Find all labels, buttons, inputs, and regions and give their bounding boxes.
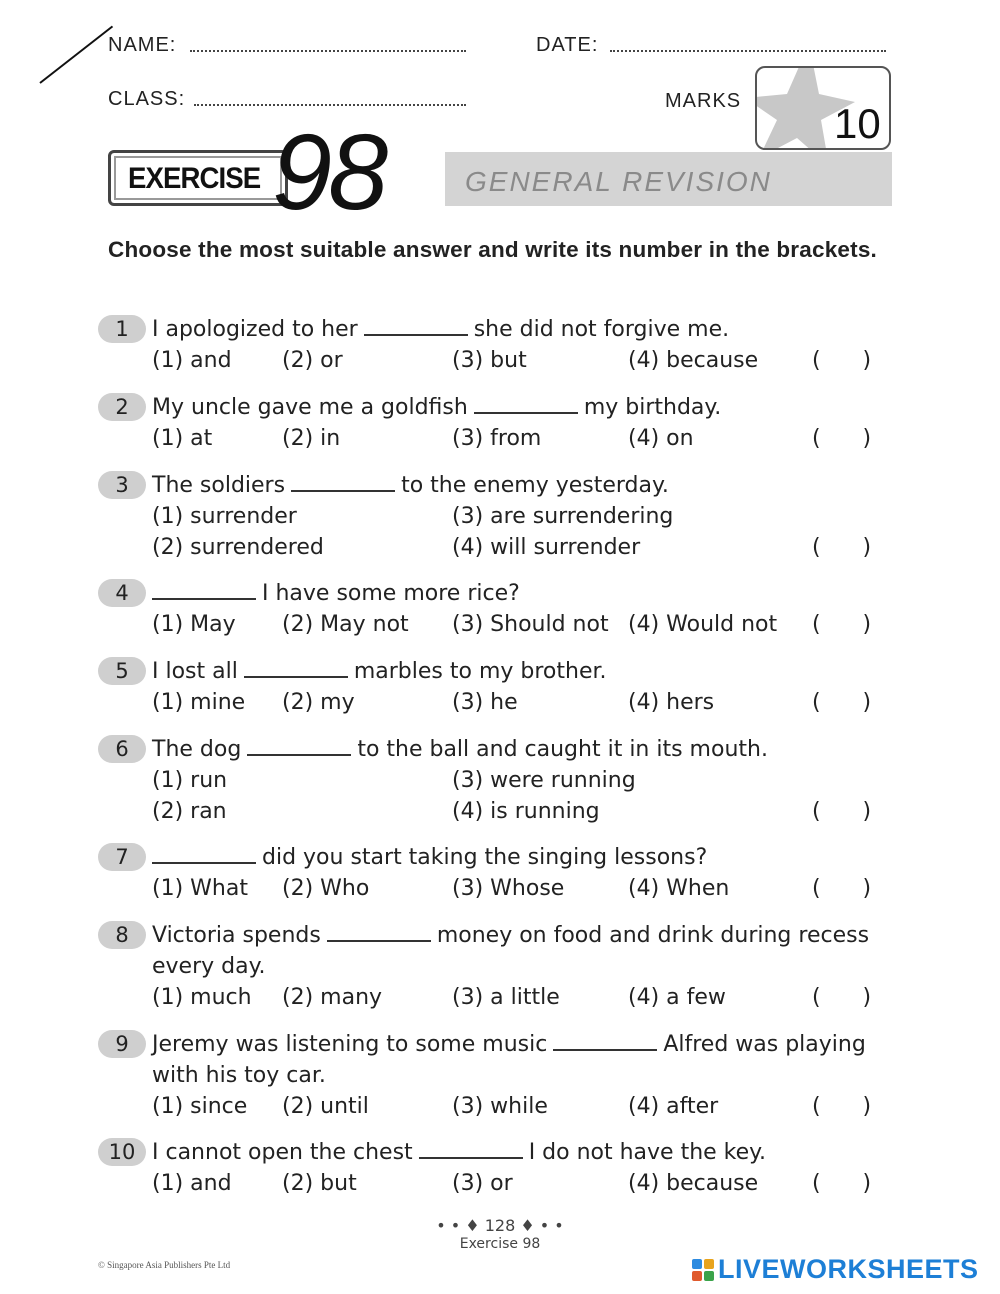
answer-blank (152, 862, 256, 864)
option-3: (3) while (452, 1094, 548, 1119)
section-title: GENERAL REVISION (465, 166, 772, 197)
exercise-number: 98 (272, 111, 385, 232)
marks-slash (39, 26, 113, 84)
question-number: 10 (98, 1138, 146, 1166)
question-text: The soldiers to the enemy yesterday. (152, 473, 669, 498)
class-label: CLASS: (108, 88, 186, 110)
marks-total: 10 (834, 100, 881, 147)
brand-name: LIVEWORKSHEETS (718, 1254, 979, 1284)
answer-bracket[interactable]: ( ) (812, 535, 872, 560)
option-3: (3) Should not (452, 612, 609, 637)
question-number: 5 (98, 657, 146, 685)
answer-blank (553, 1049, 657, 1051)
option-3: (3) from (452, 426, 542, 451)
answer-bracket[interactable]: ( ) (812, 876, 872, 901)
answer-bracket[interactable]: ( ) (812, 426, 872, 451)
option-1: (1) since (152, 1094, 248, 1119)
answer-bracket[interactable]: ( ) (812, 799, 872, 824)
option-2: (2) Who (282, 876, 370, 901)
option-4: (4) a few (628, 985, 726, 1010)
answer-bracket[interactable]: ( ) (812, 348, 872, 373)
option-2: (2) many (282, 985, 383, 1010)
question-text: did you start taking the singing lessons? (152, 842, 892, 873)
option-3: (3) but (452, 348, 527, 373)
option-3: (3) are surrendering (452, 504, 674, 529)
option-3: (3) he (452, 690, 518, 715)
answer-bracket[interactable]: ( ) (812, 1171, 872, 1196)
option-4: (4) hers (628, 690, 715, 715)
answer-blank (291, 490, 395, 492)
option-4: (4) will surrender (452, 535, 641, 560)
answer-blank (152, 598, 256, 600)
option-1: (1) and (152, 348, 232, 373)
option-1: (1) run (152, 768, 228, 793)
brand-logo[interactable] (692, 1254, 979, 1285)
question-text: The dog to the ball and caught it in its mouth. (152, 737, 768, 762)
answer-blank (327, 940, 431, 942)
option-2: (2) my (282, 690, 355, 715)
option-3: (3) Whose (452, 876, 565, 901)
date-field[interactable] (610, 50, 886, 52)
option-1: (1) much (152, 985, 252, 1010)
question-number: 4 (98, 579, 146, 607)
question-number: 1 (98, 315, 146, 343)
option-4: (4) because (628, 1171, 759, 1196)
answer-bracket[interactable]: ( ) (812, 612, 872, 637)
footer-exercise: Exercise 98 (459, 1236, 541, 1252)
question-text: I lost all marbles to my brother. (152, 659, 607, 684)
option-1: (1) mine (152, 690, 246, 715)
answer-blank (474, 412, 578, 414)
answer-blank (419, 1157, 523, 1159)
question-number: 2 (98, 393, 146, 421)
question-number: 8 (98, 921, 146, 949)
option-4: (4) Would not (628, 612, 778, 637)
option-3: (3) or (452, 1171, 513, 1196)
option-2: (2) surrendered (152, 535, 324, 560)
question-text: Jeremy was listening to some music Alfred was playing with his toy car. (152, 1032, 866, 1088)
option-1: (1) What (152, 876, 248, 901)
marks-label: MARKS (665, 90, 742, 112)
option-3: (3) a little (452, 985, 560, 1010)
date-label: DATE: (536, 34, 599, 56)
option-2: (2) or (282, 348, 343, 373)
option-1: (1) May (152, 612, 236, 637)
option-1: (1) surrender (152, 504, 297, 529)
answer-bracket[interactable]: ( ) (812, 690, 872, 715)
option-4: (4) after (628, 1094, 719, 1119)
option-2: (2) until (282, 1094, 369, 1119)
question-text: I have some more rice? (152, 578, 892, 609)
option-4: (4) When (628, 876, 730, 901)
option-4: (4) because (628, 348, 759, 373)
instruction: Choose the most suitable answer and write its number in the brackets. (108, 237, 877, 262)
answer-blank (247, 754, 351, 756)
question-number: 3 (98, 471, 146, 499)
exercise-label: EXERCISE (128, 162, 261, 195)
name-field[interactable] (190, 50, 466, 52)
option-2: (2) in (282, 426, 341, 451)
page-number: • • ♦ 128 ♦ • • (436, 1216, 564, 1235)
option-1: (1) at (152, 426, 213, 451)
option-2: (2) ran (152, 799, 227, 824)
name-label: NAME: (108, 34, 177, 56)
option-4: (4) on (628, 426, 694, 451)
option-2: (2) but (282, 1171, 357, 1196)
question-text: I apologized to her she did not forgive me. (152, 317, 730, 342)
copyright: © Singapore Asia Publishers Pte Ltd (98, 1260, 231, 1270)
question-number: 9 (98, 1030, 146, 1058)
option-2: (2) May not (282, 612, 409, 637)
answer-bracket[interactable]: ( ) (812, 1094, 872, 1119)
option-1: (1) and (152, 1171, 232, 1196)
question-text: Victoria spends money on food and drink during recess every day. (152, 923, 870, 979)
question-number: 7 (98, 843, 146, 871)
answer-blank (244, 676, 348, 678)
answer-bracket[interactable]: ( ) (812, 985, 872, 1010)
class-field[interactable] (194, 104, 466, 106)
question-number: 6 (98, 735, 146, 763)
option-4: (4) is running (452, 799, 600, 824)
option-3: (3) were running (452, 768, 636, 793)
answer-blank (364, 334, 468, 336)
question-text: I cannot open the chest I do not have the key. (152, 1140, 767, 1165)
question-text: My uncle gave me a goldfish my birthday. (152, 395, 722, 420)
liveworksheets-icon (692, 1259, 714, 1281)
